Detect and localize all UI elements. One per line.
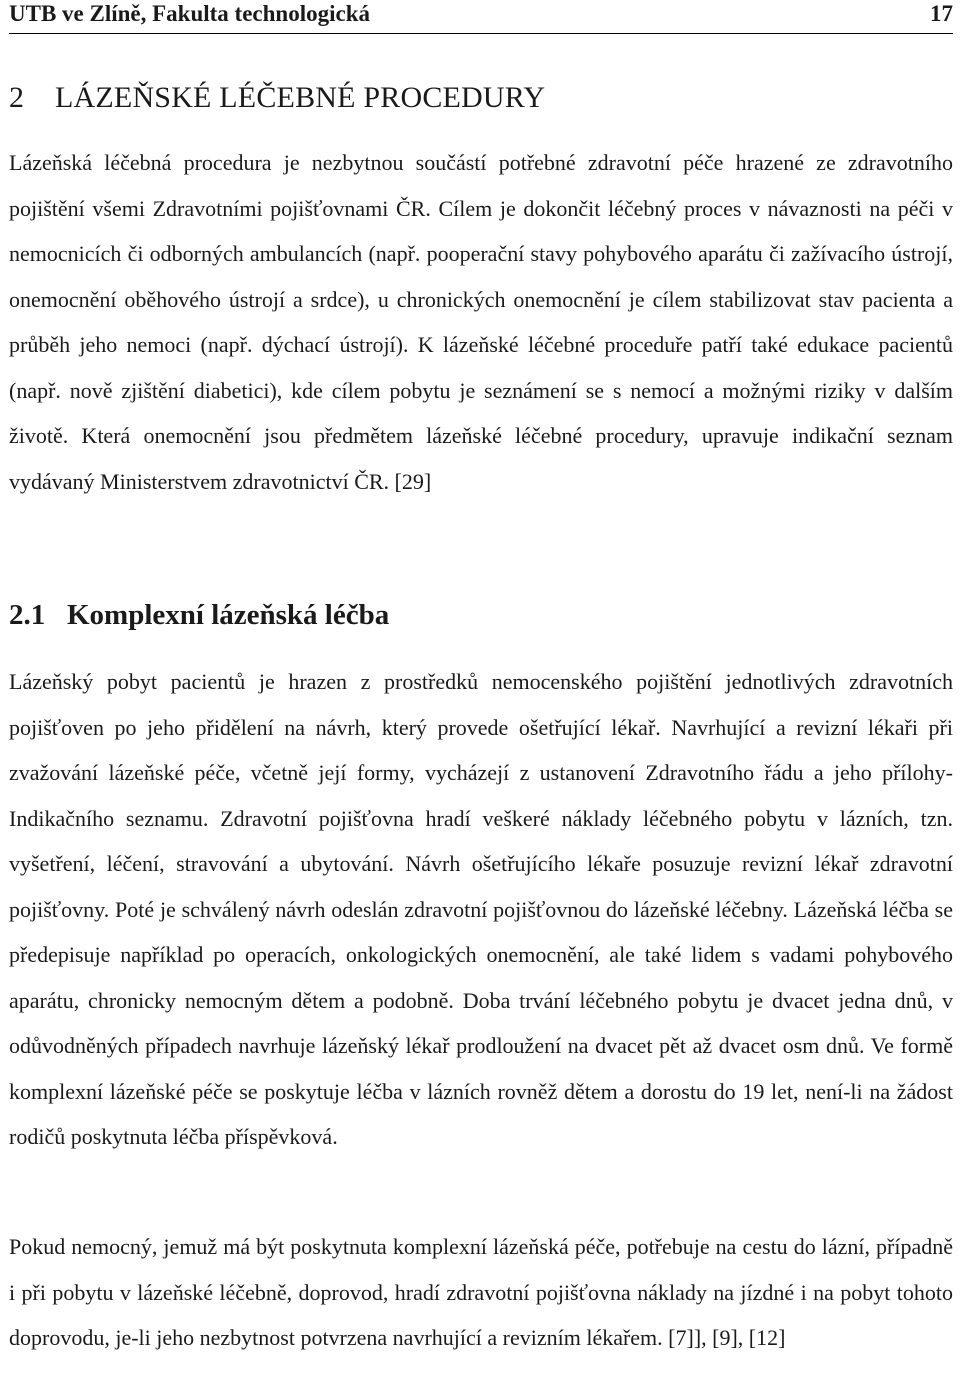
running-header (9, 0, 953, 34)
chapter-number: 2 (9, 81, 25, 114)
section-number: 2.1 (9, 599, 46, 631)
paragraph: Pokud nemocný, jemuž má být poskytnuta komplexní lázeňská péče, potřebuje na cestu do lázní, případně i při pobytu v lázeňské léčebně, doprovod, hradí zdravotní pojišťovna náklady na jízdné i na pobyt tohoto doprovodu, je-li jeho nezbytnost potvrzena navrhující a revizním lékařem. [7]], [9], [12] (9, 1234, 953, 1350)
paragraph: Lázeňský pobyt pacientů je hrazen z prostředků nemocenského pojištění jednotlivých zdravotních pojišťoven po jeho přidělení na návrh, který provede ošetřující lékař. Navrhující a revizní lékaři při zvažování lázeňské péče, včetně její formy, vycházejí z ustanovení Zdravotního řádu a jeho přílohy- Indikačního seznamu. Zdravotní pojišťovna hradí veškeré náklady léčebného pobytu v lázních, tzn. vyšetření, léčení, stravování a ubytování. Návrh ošetřujícího lékaře posuzuje revizní lékař zdravotní pojišťovny. Poté je schválený návrh odeslán zdravotní pojišťovnou do lázeňské léčebny. Lázeňská léčba se předepisuje například po operacích, onkologických onemocnění, ale také lidem s vadami pohybového aparátu, chronicky nemocným dětem a podobně. Doba trvání léčebného pobytu je dvacet jedna dnů, v odůvodněných případech navrhuje lázeňský lékař prodloužení na dvacet pět až dvacet osm dnů. Ve formě komplexní lázeňské péče se poskytuje léčba v lázních rovněž dětem a dorostu do 19 let, není-li na žádost rodičů poskytnuta léčba příspěvková. (9, 669, 953, 1149)
page-number: 17 (930, 1, 953, 26)
paragraph: Lázeňská léčebná procedura je nezbytnou součástí potřebné zdravotní péče hrazené ze zdravotního pojištění všemi Zdravotními pojišťovnami ČR. Cílem je dokončit léčebný proces v návaznosti na péči v nemocnicích či odborných ambulancích (např. pooperační stavy pohybového aparátu či zažívacího ústrojí, onemocnění oběhového ústrojí a srdce), u chronických onemocnění je cílem stabilizovat stav pacienta a průběh jeho nemoci (např. dýchací ústrojí). K lázeňské léčebné proceduře patří také edukace pacientů (např. nově zjištění diabetici), kde cílem pobytu je seznámení se s nemocí a možnými riziky v dalším životě. Která onemocnění jsou předmětem lázeňské léčebné procedury, upravuje indikační seznam vydávaný Ministerstvem zdravotnictví ČR. [29] (9, 150, 953, 494)
section-title: Komplexní lázeňská léčba (67, 599, 390, 631)
document-page (9, 0, 953, 1350)
section-heading (9, 597, 389, 633)
header-title: UTB ve Zlíně, Fakulta technologická (9, 1, 370, 26)
chapter-heading (9, 80, 545, 116)
chapter-title: LÁZEŇSKÉ LÉČEBNÉ PROCEDURY (55, 81, 546, 114)
